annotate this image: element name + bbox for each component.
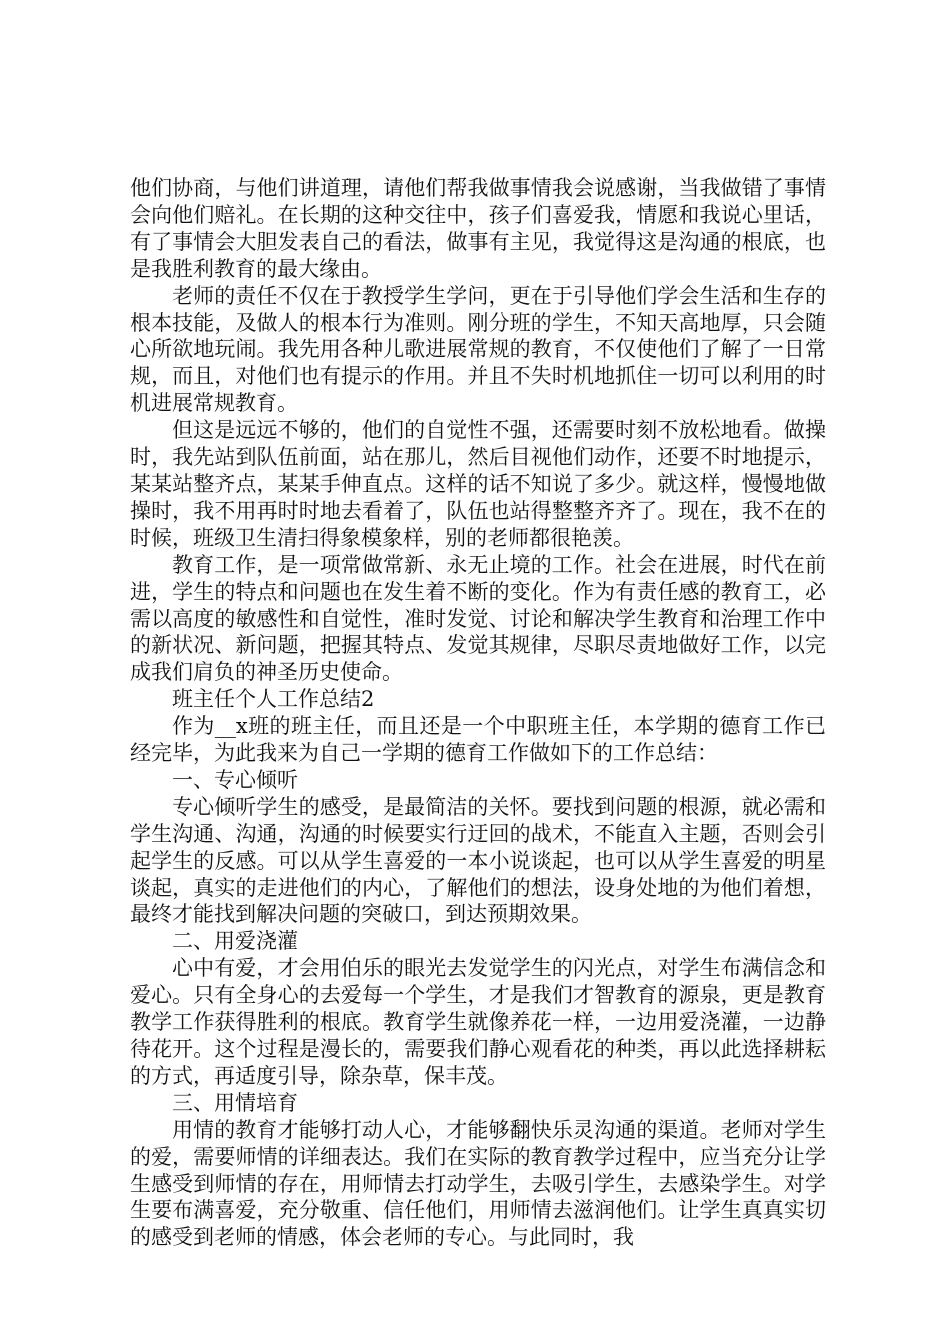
paragraph-3: 但这是远远不够的，他们的自觉性不强，还需要时刻不放松地看。做操时，我先站到队伍前面，站在那儿，然后目视他们动作，还要不时地提示，某某站整齐点，某某手伸直点。这样的话不知说了多少。就这样，慢慢地做操时，我不用再时时地去看着了，队伍也站得整整齐齐了。现在，我不在的时候，班级卫生清扫得象模象样，别的老师都很艳羡。 xyxy=(130,418,826,550)
section-title: 班主任个人工作总结2 xyxy=(172,687,375,712)
paragraph-heading-2-body: 心中有爱，才会用伯乐的眼光去发觉学生的闪光点，对学生布满信念和爱心。只有全身心的去爱每一个学生，才是我们才智教育的源泉，更是教育教学工作获得胜利的根底。教育学生就像养花一样，一边用爱浇灌，一边静待花开。这个过程是漫长的，需要我们静心观看花的种类，再以此选择耕耘的方式，再适度引导，除杂草，保丰茂。 xyxy=(130,956,826,1088)
paragraph-intro: 作为__x班的班主任，而且还是一个中职班主任，本学期的德育工作已经完毕，为此我来为自己一学期的德育工作做如下的工作总结： xyxy=(130,714,826,766)
paragraph-2: 老师的责任不仅在于教授学生学问，更在于引导他们学会生活和生存的根本技能，及做人的根本行为准则。刚分班的学生，不知天高地厚，只会随心所欲地玩闹。我先用各种儿歌进展常规的教育，不仅使他们了解了一日常规，而且，对他们也有提示的作用。并且不失时机地抓住一切可以利用的时机进展常规教育。 xyxy=(130,283,826,416)
heading-1: 一、专心倾听 xyxy=(172,767,298,792)
heading-3: 三、用情培育 xyxy=(172,1090,298,1115)
document-body xyxy=(130,175,826,1251)
paragraph-1: 他们协商，与他们讲道理，请他们帮我做事情我会说感谢，当我做错了事情会向他们赔礼。在长期的这种交往中，孩子们喜爱我，情愿和我说心里话，有了事情会大胆发表自己的看法，做事有主见，我觉得这是沟通的根底，也是我胜利教育的最大缘由。 xyxy=(130,176,826,281)
paragraph-4: 教育工作，是一项常做常新、永无止境的工作。社会在进展，时代在前进，学生的特点和问题也在发生着不断的变化。作为有责任感的教育工，必需以高度的敏感性和自觉性，准时发觉、讨论和解决学生教育和治理工作中的新状况、新问题，把握其特点、发觉其规律，尽职尽责地做好工作，以完成我们肩负的神圣历史使命。 xyxy=(130,552,826,685)
paragraph-heading-3-body: 用情的教育才能够打动人心，才能够翻快乐灵沟通的渠道。老师对学生的爱，需要师情的详细表达。我们在实际的教育教学过程中，应当充分让学生感受到师情的存在，用师情去打动学生，去吸引学生，去感染学生。对学生要布满喜爱，充分敬重、信任他们，用师情去滋润他们。让学生真真实切的感受到老师的情感，体会老师的专心。与此同时，我 xyxy=(130,1117,826,1250)
paragraph-heading-1-body: 专心倾听学生的感受，是最简洁的关怀。要找到问题的根源，就必需和学生沟通、沟通，沟通的时候要实行迂回的战术，不能直入主题，否则会引起学生的反感。可以从学生喜爱的一本小说谈起，也可以从学生喜爱的明星谈起，真实的走进他们的内心，了解他们的想法，设身处地的为他们着想，最终才能找到解决问题的突破口，到达预期效果。 xyxy=(130,794,826,927)
heading-2: 二、用爱浇灌 xyxy=(172,929,298,954)
